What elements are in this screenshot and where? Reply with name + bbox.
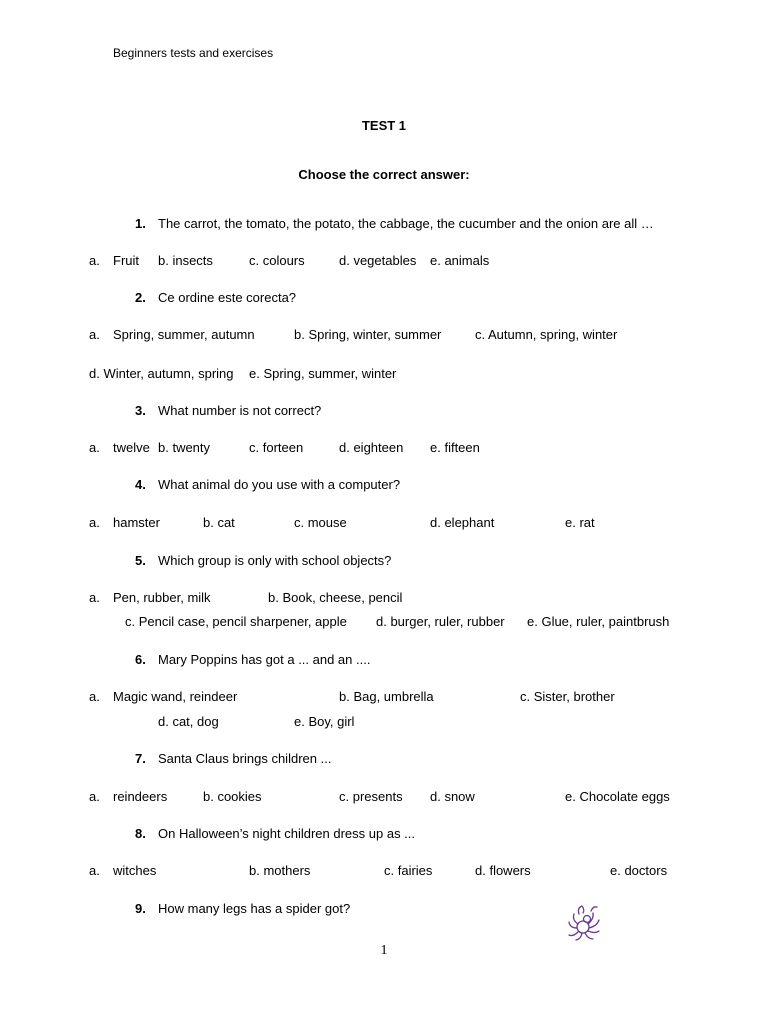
question-text: Mary Poppins has got a ... and an .... <box>158 652 371 667</box>
option-e: e. fifteen <box>430 440 480 455</box>
option-d: d. Winter, autumn, spring <box>89 366 234 381</box>
question-text: The carrot, the tomato, the potato, the cabbage, the cucumber and the onion are all … <box>158 216 654 231</box>
question-text: What number is not correct? <box>158 403 322 418</box>
question-number: 7. <box>135 751 146 766</box>
option-a: hamster <box>113 515 160 530</box>
question-text: What animal do you use with a computer? <box>158 477 401 492</box>
option-a: reindeers <box>113 789 168 804</box>
page-number: 1 <box>380 943 388 958</box>
option-b: b. Bag, umbrella <box>339 689 434 704</box>
test-title: TEST 1 <box>361 118 407 133</box>
option-label: a. <box>89 440 100 455</box>
option-a: twelve <box>113 440 150 455</box>
question-number: 6. <box>135 652 146 667</box>
option-c: c. presents <box>339 789 403 804</box>
option-d: d. elephant <box>430 515 495 530</box>
question-number: 4. <box>135 477 146 492</box>
option-label: a. <box>89 327 100 342</box>
question-number: 8. <box>135 826 146 841</box>
option-a: Spring, summer, autumn <box>113 327 255 342</box>
option-b: b. cookies <box>203 789 262 804</box>
page-header: Beginners tests and exercises <box>113 46 274 60</box>
option-d: d. burger, ruler, rubber <box>376 614 505 629</box>
option-e: e. Boy, girl <box>294 714 355 729</box>
option-b: b. insects <box>158 253 213 268</box>
spider-icon <box>566 902 606 942</box>
option-c: c. mouse <box>294 515 347 530</box>
question-number: 2. <box>135 290 146 305</box>
option-c: c. Sister, brother <box>520 689 615 704</box>
question-number: 1. <box>135 216 146 231</box>
option-e: e. doctors <box>610 863 668 878</box>
question-text: Ce ordine este corecta? <box>158 290 297 305</box>
question-number: 5. <box>135 553 146 568</box>
option-a: Fruit <box>113 253 139 268</box>
question-text: Santa Claus brings children ... <box>158 751 332 766</box>
option-b: b. Spring, winter, summer <box>294 327 442 342</box>
option-c: c. forteen <box>249 440 304 455</box>
question-text: How many legs has a spider got? <box>158 901 351 916</box>
option-e: e. Chocolate eggs <box>565 789 670 804</box>
option-b: b. cat <box>203 515 235 530</box>
option-e: e. rat <box>565 515 595 530</box>
option-c: c. fairies <box>384 863 433 878</box>
option-d: d. flowers <box>475 863 531 878</box>
question-number: 3. <box>135 403 146 418</box>
option-label: a. <box>89 863 100 878</box>
option-label: a. <box>89 253 100 268</box>
option-label: a. <box>89 689 100 704</box>
option-e: e. Spring, summer, winter <box>249 366 397 381</box>
option-a: Magic wand, reindeer <box>113 689 238 704</box>
option-b: b. twenty <box>158 440 211 455</box>
option-d: d. cat, dog <box>158 714 219 729</box>
instruction: Choose the correct answer: <box>298 167 470 182</box>
question-text: Which group is only with school objects? <box>158 553 392 568</box>
option-d: d. snow <box>430 789 475 804</box>
option-c: c. Pencil case, pencil sharpener, apple <box>125 614 347 629</box>
option-c: c. Autumn, spring, winter <box>475 327 618 342</box>
option-d: d. vegetables <box>339 253 417 268</box>
option-label: a. <box>89 789 100 804</box>
option-a: witches <box>113 863 157 878</box>
option-label: a. <box>89 590 100 605</box>
question-number: 9. <box>135 901 146 916</box>
option-e: e. Glue, ruler, paintbrush <box>527 614 670 629</box>
option-d: d. eighteen <box>339 440 404 455</box>
option-b: b. mothers <box>249 863 311 878</box>
option-e: e. animals <box>430 253 490 268</box>
option-a: Pen, rubber, milk <box>113 590 211 605</box>
option-label: a. <box>89 515 100 530</box>
option-b: b. Book, cheese, pencil <box>268 590 403 605</box>
option-c: c. colours <box>249 253 305 268</box>
question-text: On Halloween’s night children dress up as ... <box>158 826 416 841</box>
